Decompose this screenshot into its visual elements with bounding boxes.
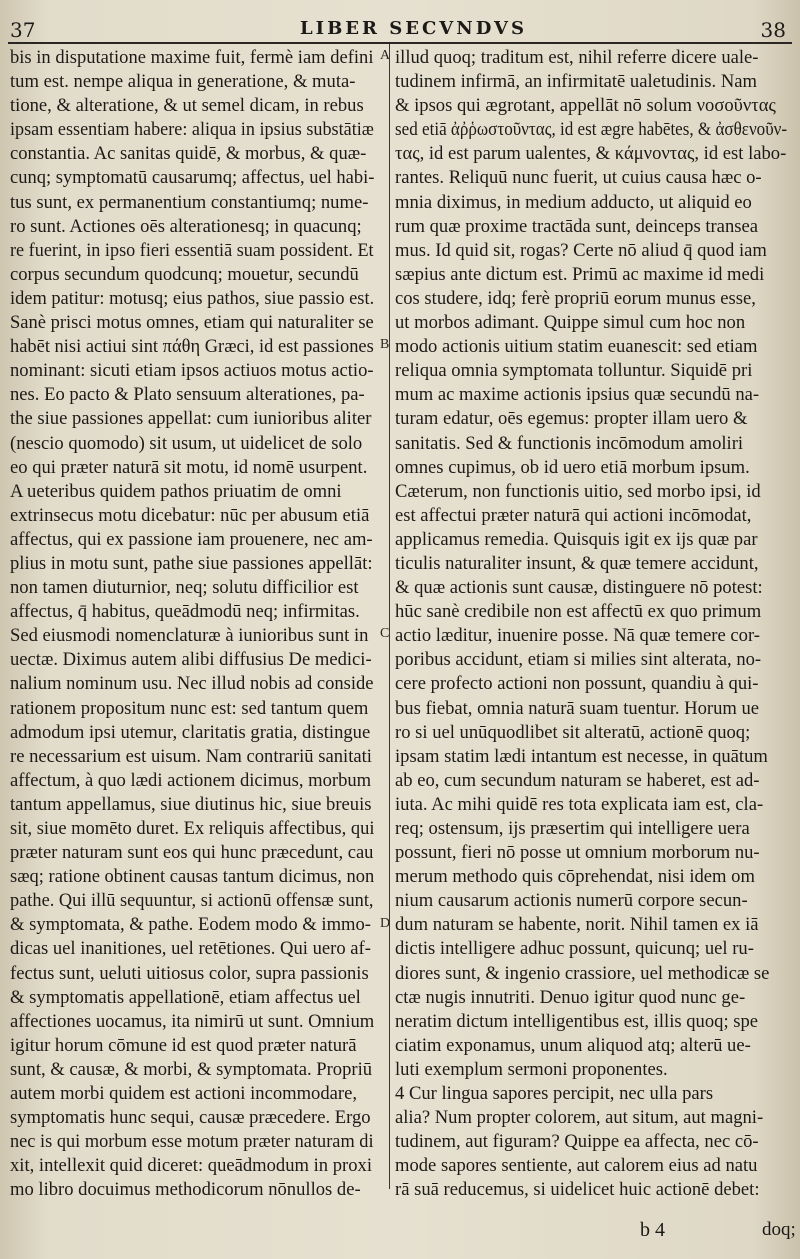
running-title: LIBER SECVNDVS <box>300 18 527 39</box>
text-line: (nescio quomodo) sit usum, ut uidelicet de solo <box>10 432 363 454</box>
page-number-left: 37 <box>10 18 36 42</box>
text-line: mode sapores sentiente, aut calorem eius ad natu <box>395 1155 758 1177</box>
text-line: reliqua omnia symptomata tolluntur. Siquidē pri <box>395 360 753 382</box>
text-line: luti exemplum sermoni proponentes. <box>395 1058 668 1080</box>
text-line: τας, id est parum ualentes, & κάμνοντας, id est labo- <box>395 143 787 165</box>
text-line: mo libro docuimus methodicorum nōnullos de- <box>10 1179 361 1199</box>
text-line: tum est. nempe aliqua in generatione, & muta- <box>10 71 356 93</box>
text-line: & symptomata, & pathe. Eodem modo & immo- <box>10 914 371 936</box>
text-line: ut morbos adimant. Quippe simul cum hoc non <box>395 312 746 334</box>
text-line: xit, intellexit quid diceret: queādmodum in proxi <box>10 1155 372 1177</box>
left-text-column <box>10 46 374 1199</box>
text-line: rum quæ proxime tractāda sunt, deinceps transea <box>395 215 758 237</box>
text-line: cunq; symptomatū causarumq; affectus, uel habi- <box>10 167 374 189</box>
text-line: ro sunt. Actiones oēs alterationesq; in quacunq; <box>10 215 362 237</box>
text-line: bis in disputatione maxime fuit, fermè iam defini <box>10 47 374 68</box>
text-line: igitur horum cōmune id est quod præter naturā <box>10 1034 357 1056</box>
text-line: & symptomatis appellationē, etiam affectus uel <box>10 986 361 1008</box>
text-line: tudinem, aut figuram? Quippe ea affecta, nec cō- <box>395 1131 759 1153</box>
text-line: tudinem infirmā, an infirmitatē ualetudinis. Nam <box>395 71 757 93</box>
text-line: hūc sanè credibile non est affectū ex quo primum <box>395 601 762 623</box>
text-line: Sed eiusmodi nomenclaturæ à iunioribus sunt in <box>10 625 369 647</box>
text-line: ctæ nugis innutriti. Denuo igitur quod nunc ge- <box>395 986 746 1008</box>
text-line: neratim dictum intelligentibus est, illis quoq; spe <box>395 1010 759 1032</box>
text-line: nec is qui morbum esse motum præter naturam di <box>10 1131 374 1153</box>
text-line: tione, & alteratione, & ut semel dicam, in rebus <box>10 95 364 117</box>
catchword: doq; <box>762 1219 796 1240</box>
text-line: 4 Cur lingua sapores percipit, nec ulla pars <box>395 1083 714 1105</box>
text-line: sunt, & causæ, & morbi, & symptomata. Propriū <box>10 1058 373 1080</box>
text-line: mnia diximus, in medium adducto, ut aliquid eo <box>395 191 752 213</box>
right-text-column <box>395 46 787 1199</box>
text-line: re necessarium est uisum. Nam contrariū sanitati <box>10 745 372 767</box>
text-line: tus sunt, ex permanentium constantiumq; nume- <box>10 191 369 213</box>
signature-mark: b 4 <box>640 1219 665 1241</box>
text-line: ipsam essentiam habere: aliqua in ipsius substātiæ <box>10 119 374 141</box>
text-line: autem morbi quidem est actioni incommodare, <box>10 1083 357 1105</box>
text-line: rantes. Reliquū nunc fuerit, ut cuius causa hæc o- <box>395 167 762 189</box>
text-line: ticulis naturaliter insunt, & quæ temere accidunt, <box>395 552 759 574</box>
margin-marker-a: A <box>380 48 391 63</box>
page-number-right: 38 <box>760 18 786 42</box>
text-line: sit, siue momēto duret. Ex reliquis affectibus, qui <box>10 818 374 839</box>
margin-marker-d: D <box>380 916 391 931</box>
text-line: & ipsos qui ægrotant, appellāt nō solum νοσοῦντας <box>395 95 776 117</box>
text-line: admodum ipsi utemur, claritatis gratia, distingue <box>10 721 371 743</box>
text-line: uectæ. Diximus autem alibi diffusius De medici- <box>10 649 372 671</box>
text-line: tantum appellamus, siue diutinus hic, siue breuis <box>10 793 372 815</box>
text-line: pathe. Qui illū sequuntur, si actionū offensæ sunt, <box>10 890 374 912</box>
margin-marker-b: B <box>380 337 390 352</box>
text-line: alia? Num propter colorem, aut situm, aut magni- <box>395 1107 764 1129</box>
text-line: ro si uel unūquodlibet sit alteratū, actionē quoq; <box>395 721 751 743</box>
text-line: mum ac maxime actionis ipsius quæ secundū na- <box>395 384 760 406</box>
text-line: dum naturam se habente, norit. Nihil tamen ex iā <box>395 914 759 936</box>
text-line: & quæ actionis sunt causæ, distinguere nō potest: <box>395 577 763 599</box>
text-line: est affectui præter naturā qui actioni incōmodat, <box>395 504 752 526</box>
text-line: corpus secundum quodcunq; mouetur, secundū <box>10 263 359 285</box>
text-line: re fuerint, in ipso fieri essentiā suam possident. Et <box>10 239 374 261</box>
text-line: sæpius ante dictum est. Primū ac maxime id medi <box>395 263 765 285</box>
text-line: possunt, fieri nō posse ut omnium morborum nu- <box>395 842 760 864</box>
text-line: nes. Eo pacto & Plato sensuum alterationes, pa- <box>10 384 365 406</box>
text-line: sanitatis. Sed & functionis incōmodum amoliri <box>395 432 744 454</box>
text-line: actio læditur, inuenire posse. Nā quæ temere cor- <box>395 625 760 647</box>
text-line: illud quoq; traditum est, nihil referre dicere uale- <box>395 47 759 68</box>
text-line: extrinsecus motu dicebatur: nūc per abusum etiā <box>10 504 370 526</box>
text-line: applicamus remedia. Quisquis igit ex ijs quæ par <box>395 528 758 550</box>
text-line: constantia. Ac sanitas quidē, & morbus, & quæ- <box>10 143 367 165</box>
text-line: cere profecto actioni non possunt, quandiu à qui- <box>395 673 759 695</box>
text-line: A ueteribus quidem pathos priuatim de omni <box>10 480 342 502</box>
text-line: præter naturam sunt eos qui hunc præcedunt, cau <box>10 842 374 864</box>
text-line: Cæterum, non functionis uitio, sed morbo ipsi, id <box>395 480 761 502</box>
text-line: fectus sunt, ueluti uitiosus color, supra passionis <box>10 962 369 984</box>
text-line: eo qui præter naturā sit motu, id nomē usurpent. <box>10 456 368 478</box>
text-line: poribus accidunt, etiam si milies sint alterata, no- <box>395 649 762 671</box>
text-line: rationem propositum nunc est: sed tantum quem <box>10 697 369 719</box>
text-line: Sanè prisci motus omnes, etiam qui naturaliter se <box>10 312 374 334</box>
text-line: plius in motu sunt, pathe siue passiones appellāt: <box>10 552 373 574</box>
margin-marker-c: C <box>380 626 390 641</box>
text-line: ab eo, cum secundum naturam se haberet, est ad- <box>395 769 760 791</box>
column-divider <box>389 44 390 1189</box>
text-line: cos studere, idq; ferè propriū eorum munus esse, <box>395 287 756 309</box>
text-line: nalium nominum usu. Nec illud nobis ad conside <box>10 673 374 695</box>
text-line: affectiones uocamus, ita nimirū ut sunt. Omnium <box>10 1010 374 1032</box>
text-line: ciatim exponamus, unum aliquod atq; alterū ue- <box>395 1034 751 1056</box>
page-footer <box>0 1219 800 1245</box>
text-line: turam edatur, oēs egemus: propter illam uero & <box>395 408 748 430</box>
text-line: non tamen diuturnior, neq; solutu difficilior est <box>10 577 359 599</box>
text-line: ipsam statim lædi intantum est necesse, in quātum <box>395 745 768 767</box>
text-line: rā suā reducemus, si uidelicet huic actionē debet: <box>395 1179 760 1199</box>
text-line: modo actionis uitium statim euanescit: sed etiam <box>395 336 758 358</box>
text-line: bus fiebat, omnia naturā suam tuentur. Horum ue <box>395 697 760 719</box>
text-line: req; ostensum, ijs præsertim qui intelligere uera <box>395 818 750 839</box>
text-line: dicas uel inanitiones, uel retētiones. Qui uero af- <box>10 938 371 960</box>
text-line: the siue passiones appellat: cum iunioribus aliter <box>10 408 372 430</box>
text-line: idem patitur: motusq; eius pathos, siue passio est. <box>10 287 374 309</box>
text-line: mus. Id quid sit, rogas? Certe nō aliud q̄ quod iam <box>395 239 767 261</box>
text-line: omnes cupimus, ob id uero etiā morbum ipsum. <box>395 456 750 478</box>
text-line: symptomatis hunc sequi, causæ præcedere. Ergo <box>10 1107 371 1129</box>
text-line: affectum, à quo lædi actionem dicimus, morbum <box>10 769 372 791</box>
text-line: sed etiā ἀῤῥωστοῦντας, id est ægre habētes, & ἀσθενοῦν- <box>395 119 787 141</box>
text-line: affectus, q̄ habitus, queādmodū neq; infirmitas. <box>10 601 360 623</box>
header-rule <box>8 42 792 44</box>
text-line: habēt nisi actiui sint πάθη Græci, id est passiones <box>10 336 374 358</box>
text-line: affectus, qui ex passione iam prouenere, nec am- <box>10 528 373 550</box>
text-line: nium causarum actionis numerū corpore secun- <box>395 890 748 912</box>
text-line: iuta. Ac mihi quidē res tota explicata iam est, cla- <box>395 793 764 815</box>
text-line: diores sunt, & ingenio crassiore, uel methodicæ se <box>395 962 770 984</box>
text-line: merum methodo quis cōprehendat, nisi idem om <box>395 866 755 888</box>
text-line: dictis intelligere adhuc possunt, quicunq; uel ru- <box>395 938 754 960</box>
text-line: sæq; ratione obtinent causas tantum dicimus, non <box>10 866 374 888</box>
text-line: nominant: sicuti etiam ipsos actiuos motus actio- <box>10 360 374 382</box>
